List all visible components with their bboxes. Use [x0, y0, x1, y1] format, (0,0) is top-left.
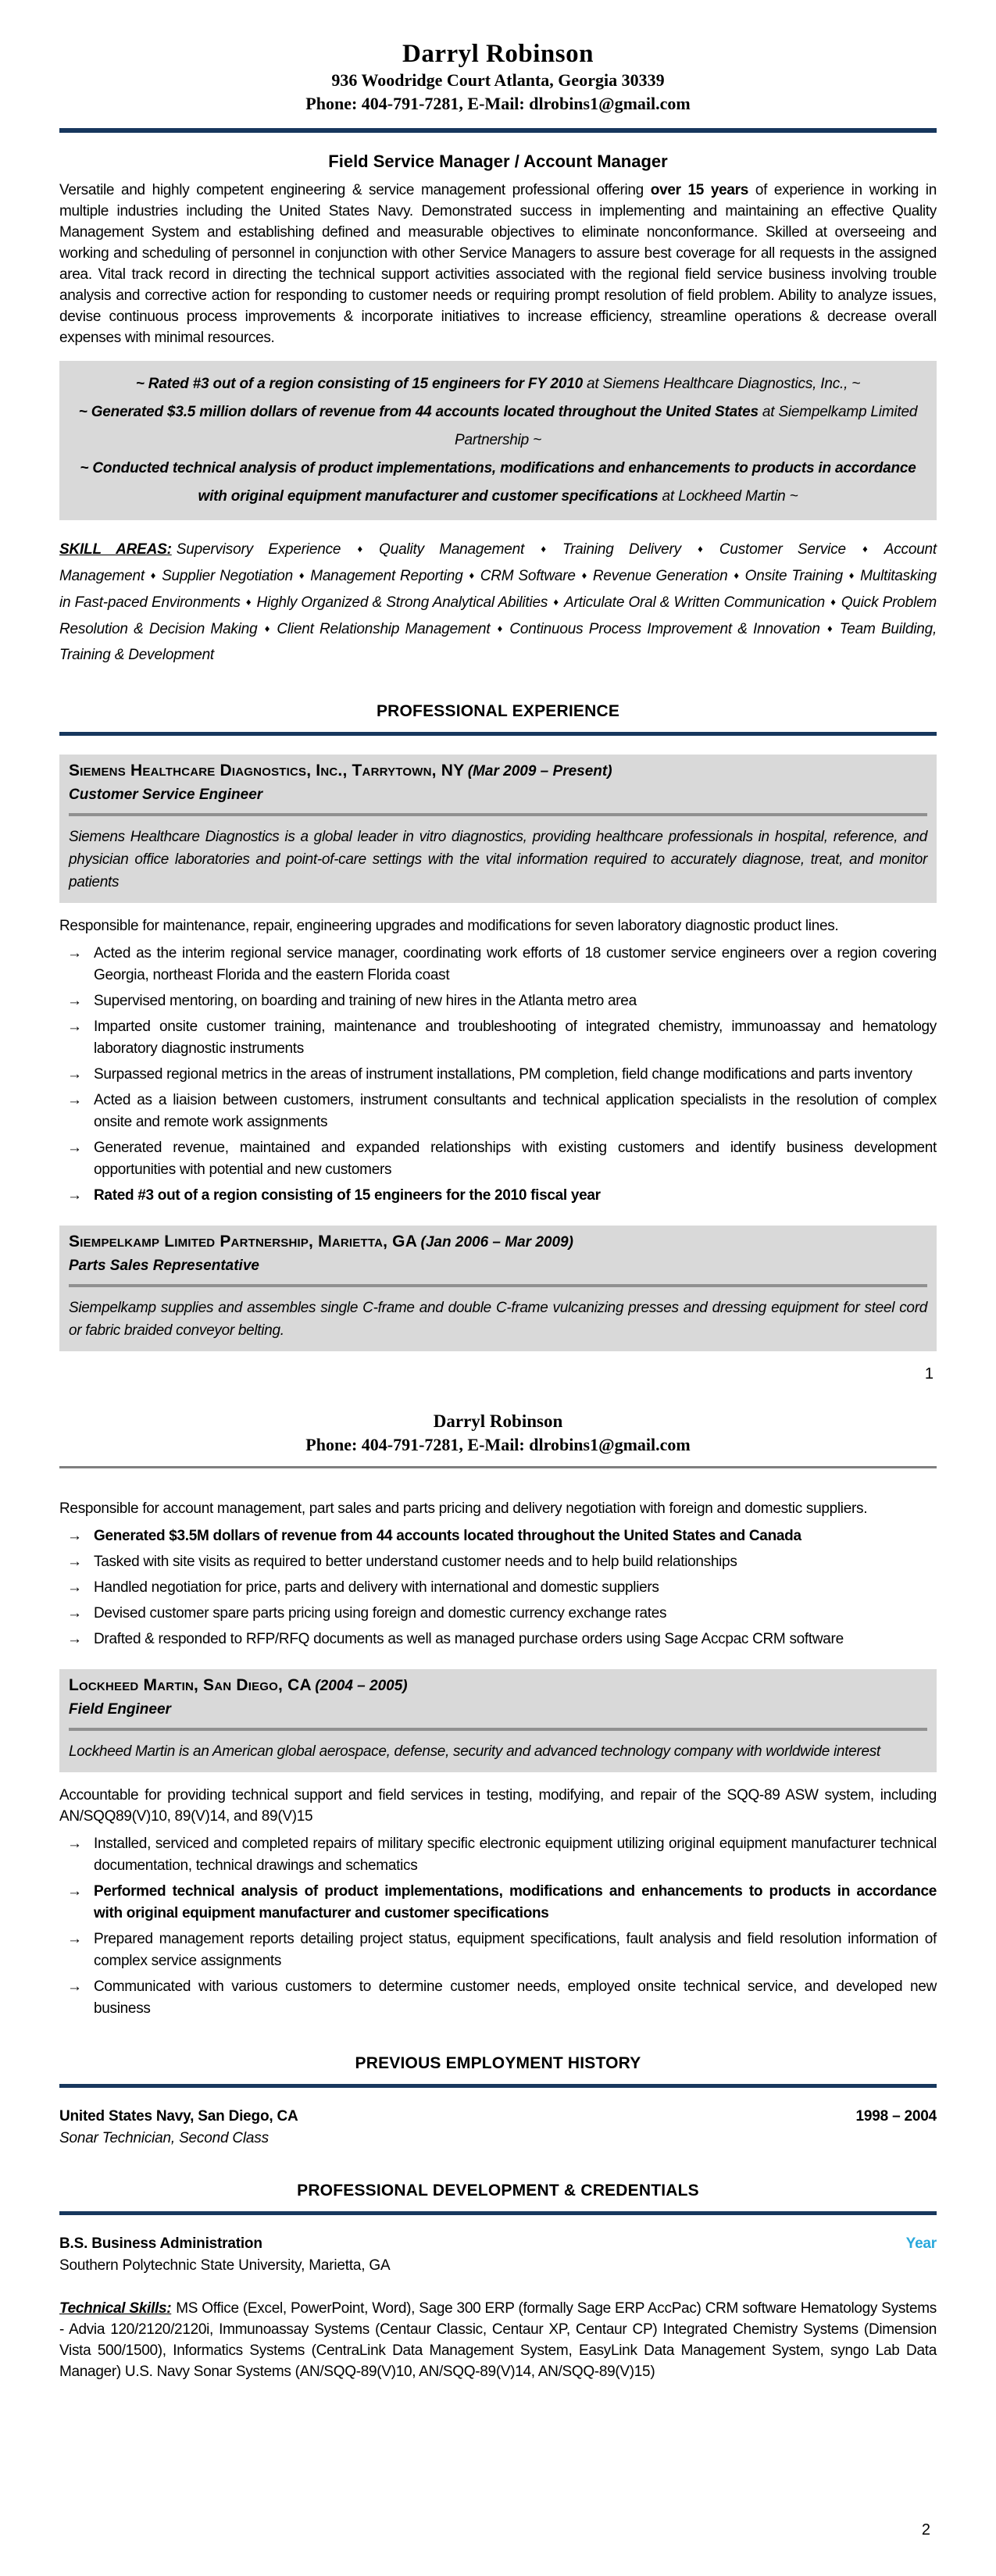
- arrow-bullet-icon: →: [67, 993, 82, 1009]
- technical-skills-text: MS Office (Excel, PowerPoint, Word), Sage 300 ERP (formally Sage ERP AccPac) CRM software Hematology Systems - Advia 120/2120/2120i, Immunoassay Systems (Centaur Classic, Centaur XP, Centaur CP) Integrated Chemistry Systems (Dimension Vista 500/1500), Informatics Systems (CentraLink Data Management System, EasyLink Data Management System, syngo Lab Data Manager) U.S. Navy Sonar Systems (AN/SQQ-89(V)10, AN/SQQ-89(V)14, AN/SQQ-89(V)15): [59, 2300, 937, 2380]
- job-company-line: [69, 1233, 927, 1251]
- job-bullet-list: [59, 1525, 937, 1650]
- arrow-bullet-icon: →: [67, 1187, 82, 1204]
- skill-item-label: Revenue Generation: [592, 568, 728, 584]
- section-heading-previous-employment: PREVIOUS EMPLOYMENT HISTORY: [355, 2054, 641, 2072]
- bullet-item: [59, 1629, 937, 1650]
- bullet-item: [59, 990, 937, 1012]
- company-description: Siempelkamp supplies and assembles single C-frame and double C-frame vulcanizing presses and dressing equipment for steel cord or fabric braided conveyor belting.: [69, 1300, 927, 1339]
- employer-name: United States Navy, San Diego, CA: [59, 2108, 298, 2125]
- skill-item: [379, 541, 562, 558]
- candidate-name: Darryl Robinson: [402, 40, 594, 68]
- bullet-item: [59, 1137, 937, 1181]
- school-name: Southern Polytechnic State University, Marietta, GA: [59, 2257, 391, 2274]
- skill-item-label: Supplier Negotiation: [162, 568, 294, 584]
- diamond-separator-icon: ♦: [530, 543, 557, 555]
- bullet-item: [59, 1833, 937, 1877]
- arrow-bullet-icon: →: [67, 1019, 82, 1035]
- skill-item: [277, 621, 509, 637]
- achievement-bold-text: ~ Rated #3 out of a region consisting of 15 engineers for FY 2010: [135, 376, 583, 392]
- bullet-text: Surpassed regional metrics in the areas of instrument installations, PM completion, field change modifications and parts inventory: [94, 1066, 912, 1083]
- arrow-bullet-icon: →: [67, 1631, 82, 1647]
- job-company-name: Siempelkamp Limited Partnership, Marietta, GA: [69, 1233, 418, 1251]
- skill-item-label: Quick Problem Resolution & Decision Making: [59, 594, 937, 637]
- job-role-title: Parts Sales Representative: [69, 1258, 259, 1274]
- diamond-separator-icon: ♦: [733, 569, 740, 581]
- bullet-item: [59, 1881, 937, 1925]
- skill-item-label: CRM Software: [480, 568, 576, 584]
- bullet-text: Rated #3 out of a region consisting of 15 engineers for the 2010 fiscal year: [94, 1187, 601, 1204]
- degree-name: B.S. Business Administration: [59, 2235, 262, 2252]
- bullet-text: Supervised mentoring, on boarding and training of new hires in the Atlanta metro area: [94, 993, 637, 1009]
- job-block-divider: [69, 1728, 927, 1731]
- skill-item-label: Management Reporting: [310, 568, 463, 584]
- bullet-text: Tasked with site visits as required to better understand customer needs and to help build relationships: [94, 1554, 737, 1570]
- bullet-text: Prepared management reports detailing project status, equipment specifications, fault analysis and field resolution information of complex service assignments: [94, 1931, 937, 1969]
- achievement-item: [77, 455, 919, 511]
- job-block-divider: [69, 1284, 927, 1287]
- achievement-item: [77, 398, 919, 455]
- arrow-bullet-icon: →: [67, 1579, 82, 1596]
- job-dates: (Mar 2009 – Present): [467, 763, 612, 780]
- job-bullet-list: [59, 943, 937, 1207]
- diamond-separator-icon: ♦: [149, 569, 157, 581]
- bullet-item: [59, 1551, 937, 1573]
- page2-header: [59, 1410, 937, 1457]
- diamond-separator-icon: ♦: [851, 543, 879, 555]
- job-dates: (2004 – 2005): [315, 1678, 408, 1694]
- bullet-text: Drafted & responded to RFP/RFQ documents as well as managed purchase orders using Sage Accpac CRM software: [94, 1631, 844, 1647]
- skill-item-label: Customer Service: [719, 541, 846, 558]
- bullet-text: Generated revenue, maintained and expanded relationships with existing customers and identify business development opportunities with potential and new customers: [94, 1140, 937, 1178]
- page-number-2: 2: [921, 2521, 930, 2539]
- skill-item-label: Continuous Process Improvement & Innovation: [509, 621, 820, 637]
- job-dates: (Jan 2006 – Mar 2009): [420, 1234, 573, 1251]
- diamond-separator-icon: ♦: [686, 543, 714, 555]
- skill-item: [257, 594, 564, 611]
- job-block-lockheed: [59, 1669, 937, 1772]
- skill-item: [719, 541, 884, 558]
- diamond-separator-icon: ♦: [830, 596, 836, 608]
- bullet-item: [59, 1016, 937, 1060]
- arrow-bullet-icon: →: [67, 1554, 82, 1570]
- skill-item: [593, 568, 745, 584]
- resume-title: Field Service Manager / Account Manager: [328, 152, 668, 171]
- job-company-name: Siemens Healthcare Diagnostics, Inc., Tarrytown, NY: [69, 762, 465, 780]
- skill-areas-paragraph: [59, 536, 937, 668]
- achievement-normal-text: at Siemens Healthcare Diagnostics, Inc., ~: [582, 376, 861, 392]
- job-block-divider: [69, 813, 927, 816]
- bullet-item: [59, 1928, 937, 1972]
- degree-row: [59, 2235, 937, 2253]
- job-block-siemens: [59, 755, 937, 903]
- skill-item: [480, 568, 593, 584]
- skill-item-label: Training Delivery: [562, 541, 681, 558]
- candidate-contact: Phone: 404-791-7281, E-Mail: dlrobins1@gmail.com: [305, 1435, 691, 1454]
- skill-item-label: Highly Organized & Strong Analytical Abilities: [256, 594, 548, 611]
- employment-dates: 1998 – 2004: [855, 2108, 937, 2125]
- bullet-text: Communicated with various customers to determine customer needs, employed onsite technical service, and developed new business: [94, 1978, 937, 2017]
- candidate-contact: Phone: 404-791-7281, E-Mail: dlrobins1@gmail.com: [305, 94, 691, 113]
- skill-areas-label: SKILL AREAS:: [59, 541, 172, 558]
- job-role-title: Customer Service Engineer: [69, 787, 263, 803]
- technical-skills-label: Technical Skills:: [59, 2300, 172, 2317]
- arrow-bullet-icon: →: [67, 1883, 82, 1900]
- bullet-text: Devised customer spare parts pricing using foreign and domestic currency exchange rates: [94, 1605, 667, 1622]
- diamond-separator-icon: ♦: [346, 543, 374, 555]
- arrow-bullet-icon: →: [67, 1528, 82, 1544]
- previous-employment-row: [59, 2108, 937, 2125]
- bullet-item: [59, 1185, 937, 1207]
- bullet-item: [59, 1525, 937, 1547]
- arrow-bullet-icon: →: [67, 945, 82, 962]
- skill-areas-list: [59, 541, 937, 663]
- skill-item: [745, 568, 860, 584]
- achievement-bold-text: ~ Conducted technical analysis of product implementations, modifications and enhancements to products in accordance with original equipment manufacturer and customer specifications: [80, 460, 916, 505]
- diamond-separator-icon: ♦: [298, 569, 305, 581]
- skill-item-label: Team Building, Training & Development: [59, 621, 937, 663]
- candidate-address: 936 Woodridge Court Atlanta, Georgia 30339: [331, 70, 665, 90]
- job-company-line: [69, 1676, 927, 1695]
- skill-item-label: Account Management: [59, 541, 937, 584]
- skill-item-label: Supervisory Experience: [176, 541, 341, 558]
- diamond-separator-icon: ♦: [580, 569, 587, 581]
- arrow-bullet-icon: →: [67, 1066, 82, 1083]
- bullet-item: [59, 1603, 937, 1625]
- skill-item: [509, 621, 839, 637]
- diamond-separator-icon: ♦: [825, 623, 834, 634]
- arrow-bullet-icon: →: [67, 1092, 82, 1108]
- skill-item: [162, 568, 310, 584]
- technical-skills-paragraph: [59, 2298, 937, 2382]
- section-rule: [59, 2211, 937, 2215]
- achievement-item: [77, 370, 919, 398]
- bullet-item: [59, 1090, 937, 1133]
- section-heading-credentials: PROFESSIONAL DEVELOPMENT & CREDENTIALS: [297, 2182, 699, 2200]
- arrow-bullet-icon: →: [67, 1836, 82, 1852]
- job-company-name: Lockheed Martin, San Diego, CA: [69, 1676, 312, 1694]
- skill-item-label: Quality Management: [379, 541, 525, 558]
- diamond-separator-icon: ♦: [245, 596, 252, 608]
- employment-role: Sonar Technician, Second Class: [59, 2130, 269, 2146]
- bullet-text: Generated $3.5M dollars of revenue from 44 accounts located throughout the United States and Canada: [94, 1528, 801, 1544]
- section-rule: [59, 732, 937, 736]
- summary-text-before: Versatile and highly competent engineering & service management professional offering: [59, 182, 651, 198]
- skill-item: [177, 541, 379, 558]
- diamond-separator-icon: ♦: [848, 569, 855, 581]
- bullet-text: Acted as a liaision between customers, instrument consultants and technical application specialists in the resolution of complex onsite and remote work assignments: [94, 1092, 937, 1130]
- skill-item-label: Multitasking in Fast-paced Environments: [59, 568, 937, 611]
- bullet-item: [59, 1064, 937, 1086]
- achievement-normal-text: at Siempelkamp Limited Partnership ~: [455, 404, 918, 448]
- arrow-bullet-icon: →: [67, 1978, 82, 1995]
- page2-header-rule: [59, 1466, 937, 1468]
- bullet-item: [59, 1577, 937, 1599]
- job-block-siempelkamp: [59, 1226, 937, 1351]
- bullet-item: [59, 943, 937, 987]
- skill-item-label: Onsite Training: [744, 568, 843, 584]
- resume-page-1: [59, 0, 937, 1383]
- section-heading-experience: PROFESSIONAL EXPERIENCE: [376, 702, 620, 720]
- skill-item: [564, 594, 841, 611]
- summary-text-after: of experience in working in multiple industries including the United States Navy. Demonstrated success in implementing and maintaining an effective Quality Management System and establishing defined and measurable objectives to eliminate nonconformance. Skilled at overseeing and working and scheduling of personnel in conjunction with other Service Managers to assure best coverage for all requests in the assigned area. Vital track record in directing the technical support activities associated with the regional field service business involving trouble analysis and corrective action for responding to customer needs or requiring prompt resolution of field problem. Ability to analyze issues, devise continuous process improvements & incorporate initiatives to increase efficiency, streamline operations & decrease overall expenses with minimal resources.: [59, 182, 937, 346]
- bullet-text: Performed technical analysis of product implementations, modifications and enhancements to products in accordance with original equipment manufacturer and customer specifications: [94, 1883, 937, 1921]
- skill-item-label: Articulate Oral & Written Communication: [563, 594, 825, 611]
- diamond-separator-icon: ♦: [468, 569, 475, 581]
- company-description: Siemens Healthcare Diagnostics is a global leader in vitro diagnostics, providing healthcare professionals in hospital, reference, and physician office laboratories and point-of-care settings with the vital information required to accurately diagnose, treat, and monitor patients: [69, 829, 927, 890]
- skill-item: [310, 568, 480, 584]
- job-company-line: [69, 762, 927, 780]
- section-rule: [59, 2084, 937, 2088]
- achievement-bold-text: ~ Generated $3.5 million dollars of revenue from 44 accounts located throughout the United States: [78, 404, 759, 420]
- bullet-item: [59, 1976, 937, 2020]
- summary-text-bold: over 15 years: [650, 182, 749, 198]
- header-rule: [59, 128, 937, 133]
- bullet-text: Imparted onsite customer training, maintenance and troubleshooting of integrated chemistry, immunoassay and hematology laboratory diagnostic instruments: [94, 1019, 937, 1057]
- candidate-name: Darryl Robinson: [433, 1411, 563, 1431]
- diamond-separator-icon: ♦: [553, 596, 559, 608]
- arrow-bullet-icon: →: [67, 1931, 82, 1947]
- achievement-normal-text: at Lockheed Martin ~: [658, 488, 798, 505]
- arrow-bullet-icon: →: [67, 1605, 82, 1622]
- page-number-1: 1: [924, 1365, 934, 1383]
- diamond-separator-icon: ♦: [495, 623, 505, 634]
- bullet-text: Installed, serviced and completed repairs of military specific electronic equipment utilizing original equipment manufacturer technical documentation, technical drawings and schematics: [94, 1836, 937, 1874]
- job-intro-paragraph: Accountable for providing technical support and field services in testing, modifying, and repair of the SQQ-89 ASW system, including AN/SQQ89(V)10, 89(V)14, and 89(V)15: [59, 1787, 937, 1825]
- resume-page-2: [59, 1410, 937, 2382]
- summary-paragraph: [59, 180, 937, 348]
- company-description: Lockheed Martin is an American global aerospace, defense, security and advanced technology company with worldwide interest: [69, 1743, 880, 1760]
- diamond-separator-icon: ♦: [262, 623, 272, 634]
- job-intro-paragraph: Responsible for account management, part sales and parts pricing and delivery negotiation with foreign and domestic suppliers.: [59, 1500, 868, 1517]
- skill-item: [562, 541, 719, 558]
- bullet-text: Acted as the interim regional service manager, coordinating work efforts of 18 customer service engineers over a region covering Georgia, northeast Florida and the eastern Florida coast: [94, 945, 937, 983]
- job-role-title: Field Engineer: [69, 1701, 171, 1718]
- arrow-bullet-icon: →: [67, 1140, 82, 1156]
- job-intro-paragraph: Responsible for maintenance, repair, engineering upgrades and modifications for seven laboratory diagnostic product lines.: [59, 918, 839, 934]
- degree-year-label: Year: [905, 2235, 937, 2252]
- bullet-text: Handled negotiation for price, parts and delivery with international and domestic suppliers: [94, 1579, 659, 1596]
- achievements-box: [59, 361, 937, 520]
- job-bullet-list: [59, 1833, 937, 2020]
- skill-item-label: Client Relationship Management: [277, 621, 491, 637]
- page1-header: [59, 0, 937, 116]
